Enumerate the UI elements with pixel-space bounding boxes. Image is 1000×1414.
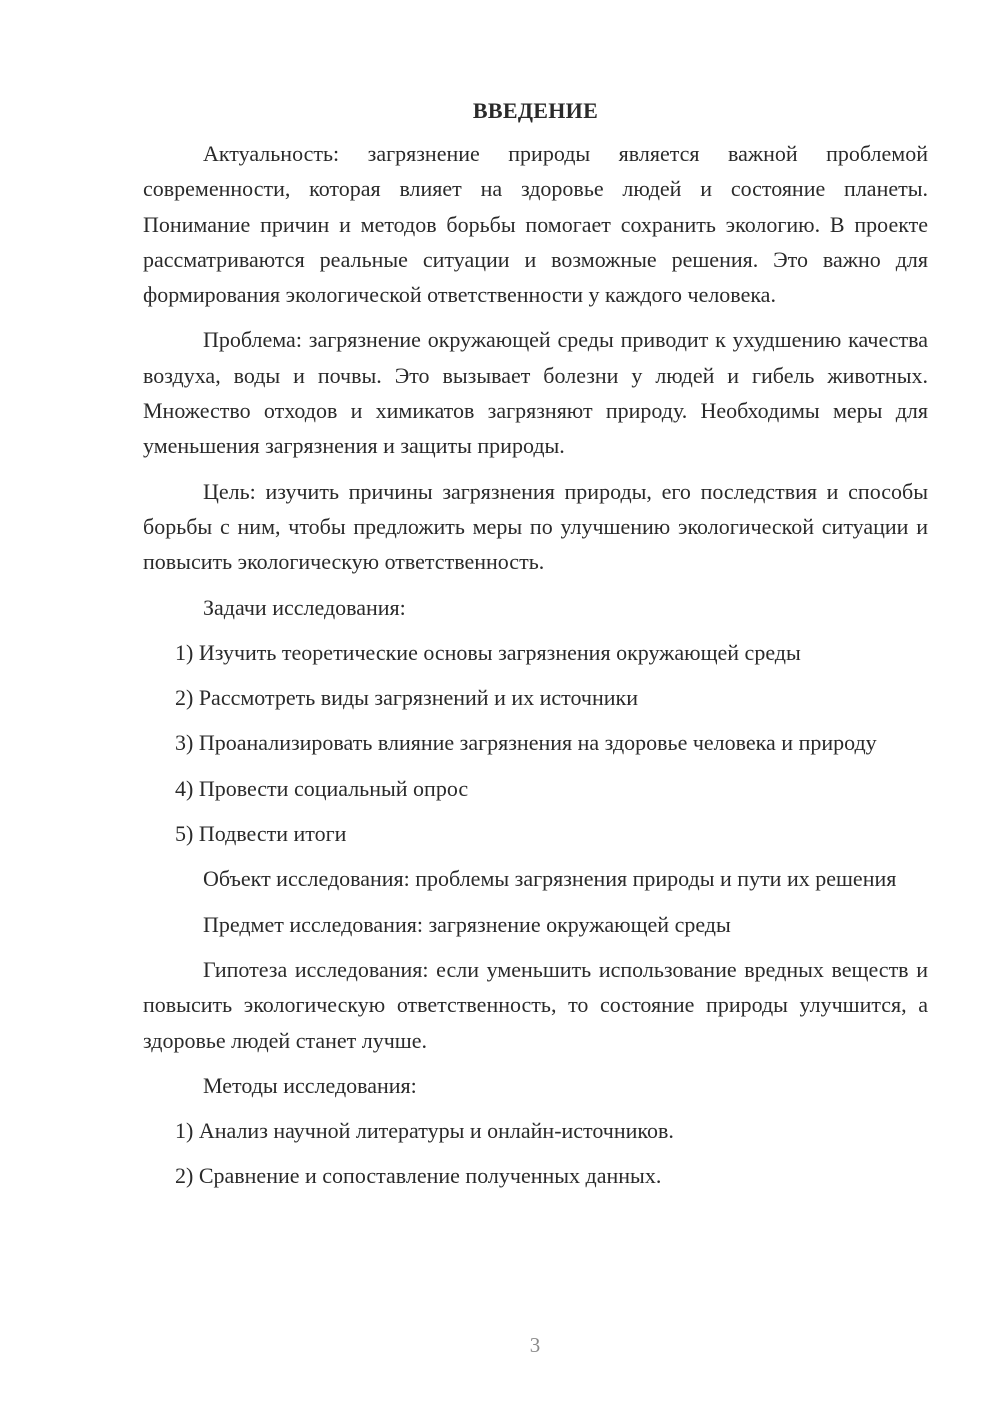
task-item-4: 4) Провести социальный опрос: [175, 775, 469, 801]
section-title: ВВЕДЕНИЕ: [472, 98, 599, 123]
task-item-1: 1) Изучить теоретические основы загрязнения окружающей среды: [175, 639, 801, 665]
paragraph-hypothesis: Гипотеза исследования: если уменьшить использование вредных веществ и повысить экологическую ответственность, то состояние природы улучшится, а здоровье людей станет лучше.: [143, 956, 928, 1053]
method-item-2: 2) Сравнение и сопоставление полученных данных.: [175, 1163, 662, 1189]
paragraph-goal: Цель: изучить причины загрязнения природы, его последствия и способы борьбы с ним, чтобы предложить меры по улучшению экологической ситуации и повысить экологическую ответственность.: [143, 478, 928, 575]
methods-heading: Методы исследования:: [203, 1072, 417, 1098]
document-page: [143, 96, 928, 1204]
paragraph-object: Объект исследования: проблемы загрязнения природы и пути их решения: [203, 866, 897, 892]
paragraph-problem: Проблема: загрязнение окружающей среды приводит к ухудшению качества воздуха, воды и почвы. Это вызывает болезни у людей и гибель животных. Множество отходов и химикатов загрязняют природу. Необходимы меры для уменьшения загрязнения и защиты природы.: [143, 327, 928, 459]
paragraph-relevance: Актуальность: загрязнение природы является важной проблемой современности, которая влияет на здоровье людей и состояние планеты. Понимание причин и методов борьбы помогает сохранить экологию. В проекте рассматриваются реальные ситуации и возможные решения. Это важно для формирования экологической ответственности у каждого человека.: [143, 141, 928, 308]
tasks-heading: Задачи исследования:: [203, 594, 406, 620]
page-number: 3: [529, 1333, 541, 1357]
task-item-2: 2) Рассмотреть виды загрязнений и их источники: [175, 685, 638, 711]
method-item-1: 1) Анализ научной литературы и онлайн-источников.: [175, 1118, 674, 1144]
task-item-3: 3) Проанализировать влияние загрязнения на здоровье человека и природу: [175, 730, 877, 756]
task-item-5: 5) Подвести итоги: [175, 821, 347, 847]
paragraph-subject: Предмет исследования: загрязнение окружающей среды: [203, 911, 731, 937]
